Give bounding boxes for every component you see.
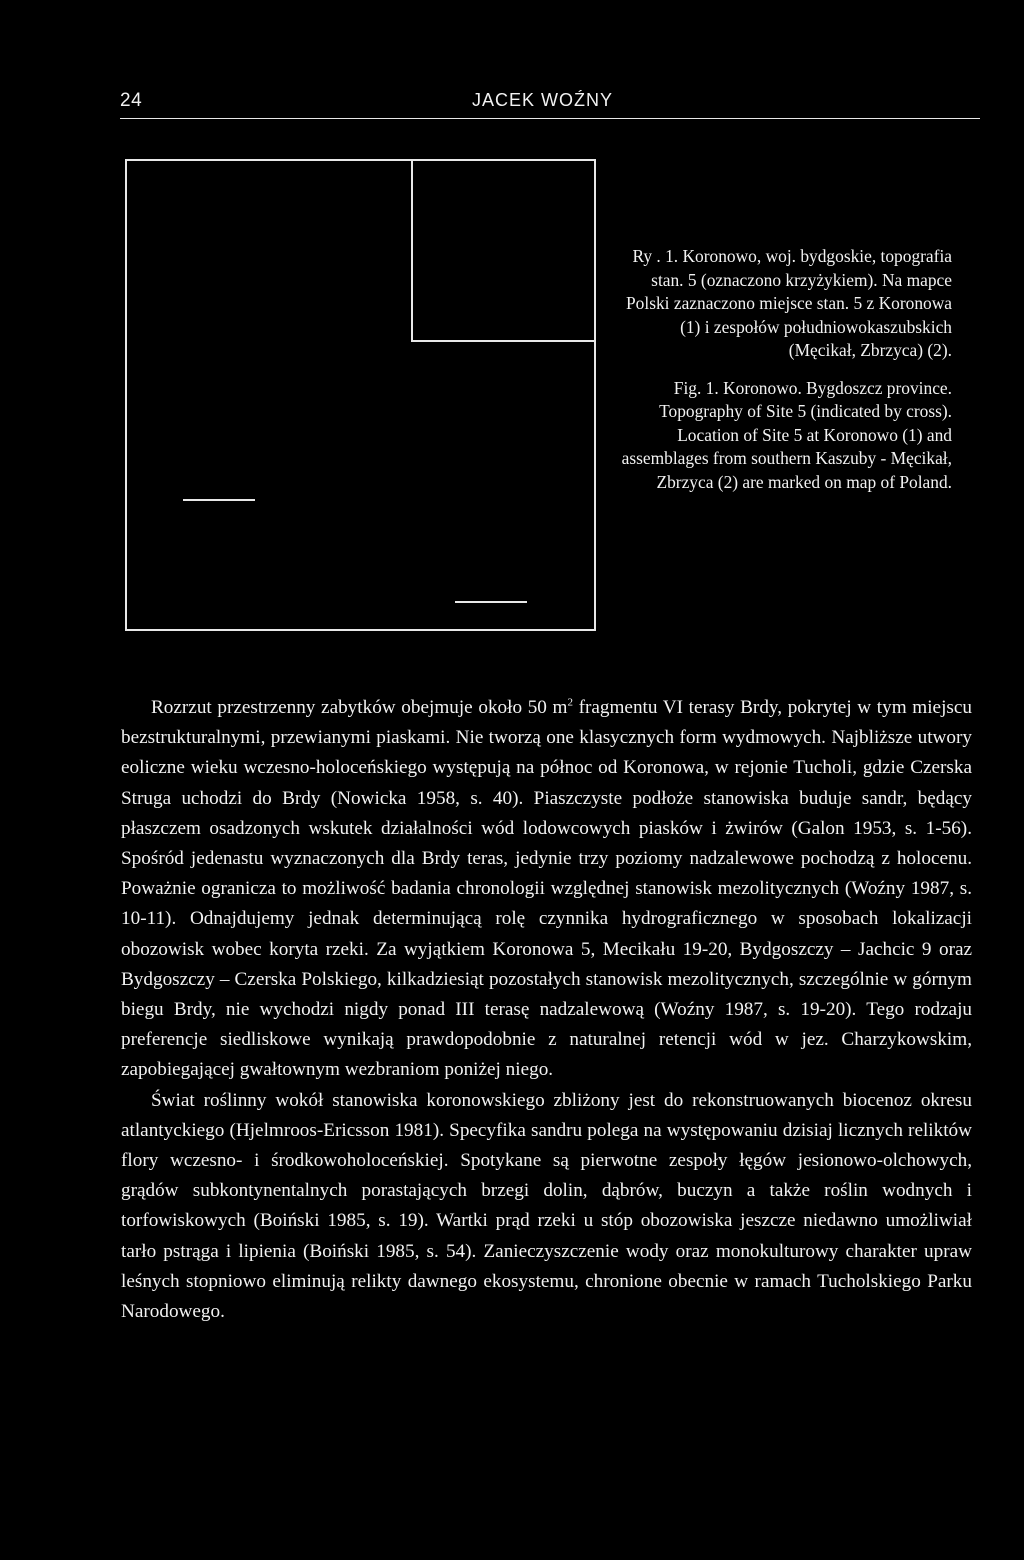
paragraph <box>121 693 972 1086</box>
running-head: JACEK WOŹNY <box>472 90 614 110</box>
superscript: 2 <box>567 696 573 709</box>
paragraph-text: fragmentu VI terasy Brdy, pokrytej w tym miejscu bezstrukturalnymi, przewianymi piaskami. Nie tworzą one klasycznych form wydmowych. Najbliższe utwory eoliczne wieku wczesno-holoceńskiego występują na północ od Koronowa, w rejonie Tucholi, gdzie Czerska Struga uchodzi do Brdy (Nowicka 1958, s. 40). Piaszczyste podłoże stanowiska buduje sandr, będący płaszczem osadzonych wskutek działalności wód lodowcowych piasków i żwirów (Galon 1953, s. 1-56). Spośród jedenastu wyznaczonych dla Brdy teras, jedynie trzy poziomy nadzalewowe pochodzą z holocenu. Poważnie ogranicza to możliwość badania chronologii względnej stanowisk mezolitycznych (Woźny 1987, s. 10-11). Odnajdujemy jednak determinującą rolę czynnika hydrograficznego w sposobach lokalizacji obozowisk wobec koryta rzeki. Za wyjątkiem Koronowa 5, Mecikału 19-20, Bydgoszczy – Jachcic 9 oraz Bydgoszczy – Czerska Polskiego, kilkadziesiąt pozostałych stanowisk mezolitycznych, szczególnie w górnym biegu Brdy, nie wychodzi nigdy ponad III terasę nadzalewową (Woźny 1987, s. 19-20). Tego rodzaju preferencje siedliskowe wynikają prawdopodobnie z naturalnej retencji wód w jez. Charzykowskim, zapobiegającej gwałtownym wezbraniom poniżej niego. <box>121 697 972 1081</box>
page-number: 24 <box>120 90 143 111</box>
figure-caption <box>612 245 952 494</box>
caption-polish: Ry . 1. Koronowo, woj. bydgoskie, topografia stan. 5 (oznaczono krzyżykiem). Na mapce Polski zaznaczono miejsce stan. 5 z Koronowa (1) i zespołów południowokaszubskich (Męcikał, Zbrzyca) (2). <box>626 246 952 360</box>
page-header <box>120 88 980 119</box>
paragraph: Świat roślinny wokół stanowiska koronowskiego zbliżony jest do rekonstruowanych biocenoz okresu atlantyckiego (Hjelmroos-Ericsson 1981). Specyfika sandru polega na występowaniu dzisiaj licznych reliktów flory wczesno- i środkowoholoceńskiej. Spotykane są pierwotne zespoły łęgów jesionowo-olchowych, grądów subkontynentalnych porastających brzegi dolin, dąbrów, buczyn a także roślin wodnych i torfowiskowych (Boiński 1985, s. 19). Wartki prąd rzeki u stóp obozowiska jeszcze niedawno umożliwiał tarło pstrąga i lipienia (Boiński 1985, s. 54). Zanieczyszczenie wody oraz monokulturowy charakter upraw leśnych stopniowo eliminują relikty dawnego ekosystemu, chronione obecnie w ramach Tucholskiego Parku Narodowego. <box>121 1089 972 1323</box>
paragraph-text: Rozrzut przestrzenny zabytków obejmuje około 50 m <box>151 697 568 718</box>
poland-inset-map <box>411 161 596 342</box>
body-text <box>121 693 972 1327</box>
map-line <box>183 499 255 501</box>
caption-english: Fig. 1. Koronowo. Bygdoszcz province. Topography of Site 5 (indicated by cross). Location of Site 5 at Koronowo (1) and assemblages from southern Kaszuby - Męcikał, Zbrzyca (2) are marked on map of Poland. <box>621 377 952 492</box>
map-line <box>455 601 527 603</box>
topographic-map-figure <box>125 159 596 631</box>
